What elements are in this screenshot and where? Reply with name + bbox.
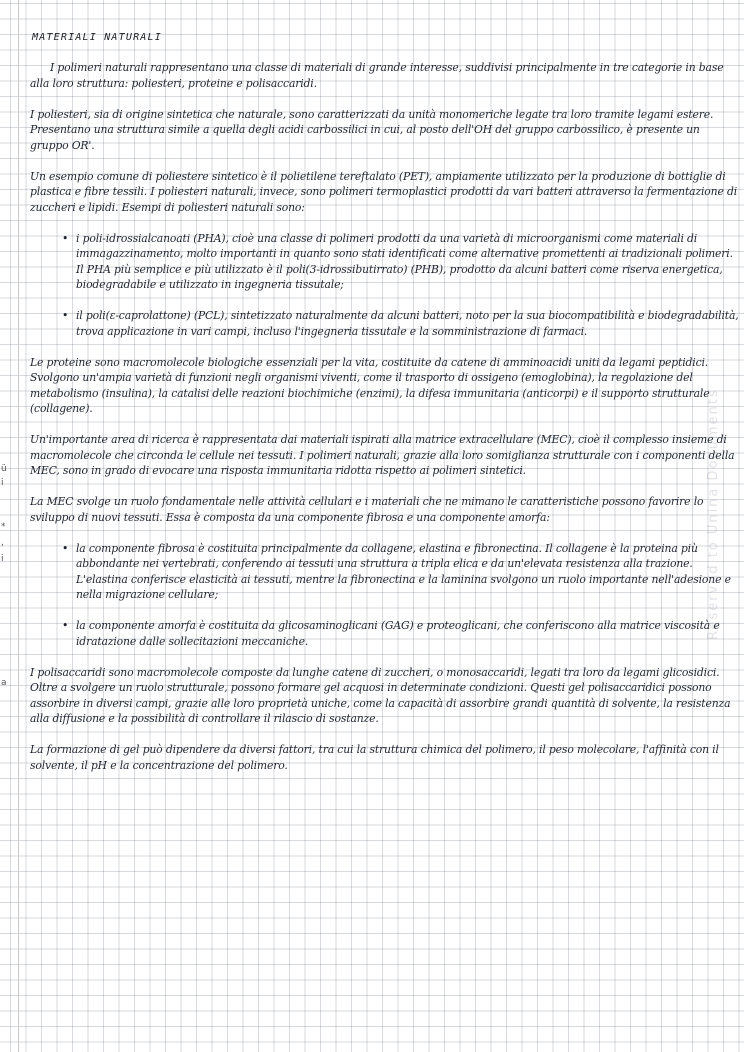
margin-line (18, 0, 19, 1052)
list-item-amorfa: • la componente amorfa è costituita da glicosaminoglicani (GAG) e proteoglicani, che conferiscono alla matrice viscosità e idratazione dalle sollecitazioni meccaniche. (76, 618, 740, 649)
list-item-fibrosa: • la componente fibrosa è costituita principalmente da collagene, elastina e fibronectina. Il collagene è la proteina più abbondante nei vertebrati, conferendo ai tessuti una struttura a tripla elica e da un'elevata resistenza alla trazione. L'elastina conferisce elasticità ai tessuti, mentre la fibronectina e la laminina svolgono un ruolo importante nell'adesione e nella migrazione cellulare; (76, 541, 740, 603)
paragraph-intro: I polimeri naturali rappresentano una classe di materiali di grande interesse, suddivisi principalmente in tre categorie in base alla loro struttura: poliesteri, proteine e polisaccaridi. (30, 61, 724, 90)
paragraph-mec-intro: Un'importante area di ricerca è rappresentata dai materiali ispirati alla matrice extracellulare (MEC), cioè il complesso insieme di macromolecole che circonda le cellule nei tessuti. I polimeri naturali, grazie alla loro somiglianza strutturale con i componenti della MEC, sono in grado di evocare una risposta immunitaria ridotta rispetto ai polimeri sintetici. (30, 433, 735, 477)
margin-mark: , (1, 538, 4, 548)
margin-mark: a (1, 678, 7, 688)
margin-mark: ü (1, 464, 7, 474)
list-item-pcl: • il poli(ε-caprolattone) (PCL), sintetizzato naturalmente da alcuni batteri, noto per la sua biocompatibilità e biodegradabilità, trova applicazione in vari campi, incluso l'ingegneria tissutale e la somministrazione di farmaci. (76, 308, 740, 339)
margin-mark: * (1, 522, 6, 532)
watermark: Reserved to Unina Documents (706, 388, 721, 640)
margin-mark: i (1, 478, 4, 488)
binder-margin (0, 0, 12, 1052)
list-item-pha: • i poli-idrossialcanoati (PHA), cioè una classe di polimeri prodotti da una varietà di microorganismi come materiali di immagazzinamento, molto importanti in quanto sono stati identificati come alternative promettenti ai tradizionali polimeri. Il PHA più semplice e più utilizzato è il poli(3-idrossibutirrato) (PHB), prodotto da alcuni batteri come riserva energetica, biodegradabile e utilizzato in ingegneria tissutale; (76, 231, 740, 293)
list-poliesteri-naturali (30, 231, 740, 340)
paragraph-proteine: Le proteine sono macromolecole biologiche essenziali per la vita, costituite da catene di amminoacidi uniti da legami peptidici. Svolgono un'ampia varietà di funzioni negli organismi viventi, come il trasporto di ossigeno (emoglobina), la regolazione del metabolismo (insulina), la catalisi delle reazioni biochimiche (enzimi), la difesa immunitaria (anticorpi) e il supporto strutturale (collagene). (30, 355, 710, 415)
paragraph-pet: Un esempio comune di poliestere sintetico è il polietilene tereftalato (PET), ampiamente utilizzato per la produzione di bottiglie di plastica e fibre tessili. I poliesteri naturali, invece, sono polimeri termoplastici prodotti da vari batteri attraverso la fermentazione di zuccheri e lipidi. Esempi di poliesteri naturali sono: (30, 169, 738, 214)
notes-body (30, 60, 740, 789)
paragraph-polisaccaridi: I polisaccaridi sono macromolecole composte da lunghe catene di zuccheri, o monosaccaridi, legati tra loro da legami glicosidici. Oltre a svolgere un ruolo strutturale, possono formare gel acquosi in determinate condizioni. Questi gel polisaccaridici possono assorbire in diversi campi, grazie alle loro proprietà uniche, come la capacità di assorbire grandi quantità di solvente, la resistenza alla diffusione e la possibilità di controllare il rilascio di sostanze. (30, 665, 731, 725)
paragraph-gel: La formazione di gel può dipendere da diversi fattori, tra cui la struttura chimica del polimero, il peso molecolare, l'affinità con il solvente, il pH e la concentrazione del polimero. (30, 743, 719, 772)
list-componenti-mec (30, 541, 740, 650)
paragraph-mec: La MEC svolge un ruolo fondamentale nelle attività cellulari e i materiali che ne mimano le caratteristiche possono favorire lo sviluppo di nuovi tessuti. Essa è composta da una componente fibrosa e una componente amorfa: (30, 495, 704, 524)
margin-mark: i (1, 554, 4, 564)
paragraph-poliesteri: I poliesteri, sia di origine sintetica che naturale, sono caratterizzati da unità monomeriche legate tra loro tramite legami estere. Presentano una struttura simile a quella degli acidi carbossilici in cui, al posto dell'OH del gruppo carbossilico, è presente un gruppo OR'. (30, 107, 714, 152)
page-title: MATERIALI NATURALI (32, 32, 162, 43)
